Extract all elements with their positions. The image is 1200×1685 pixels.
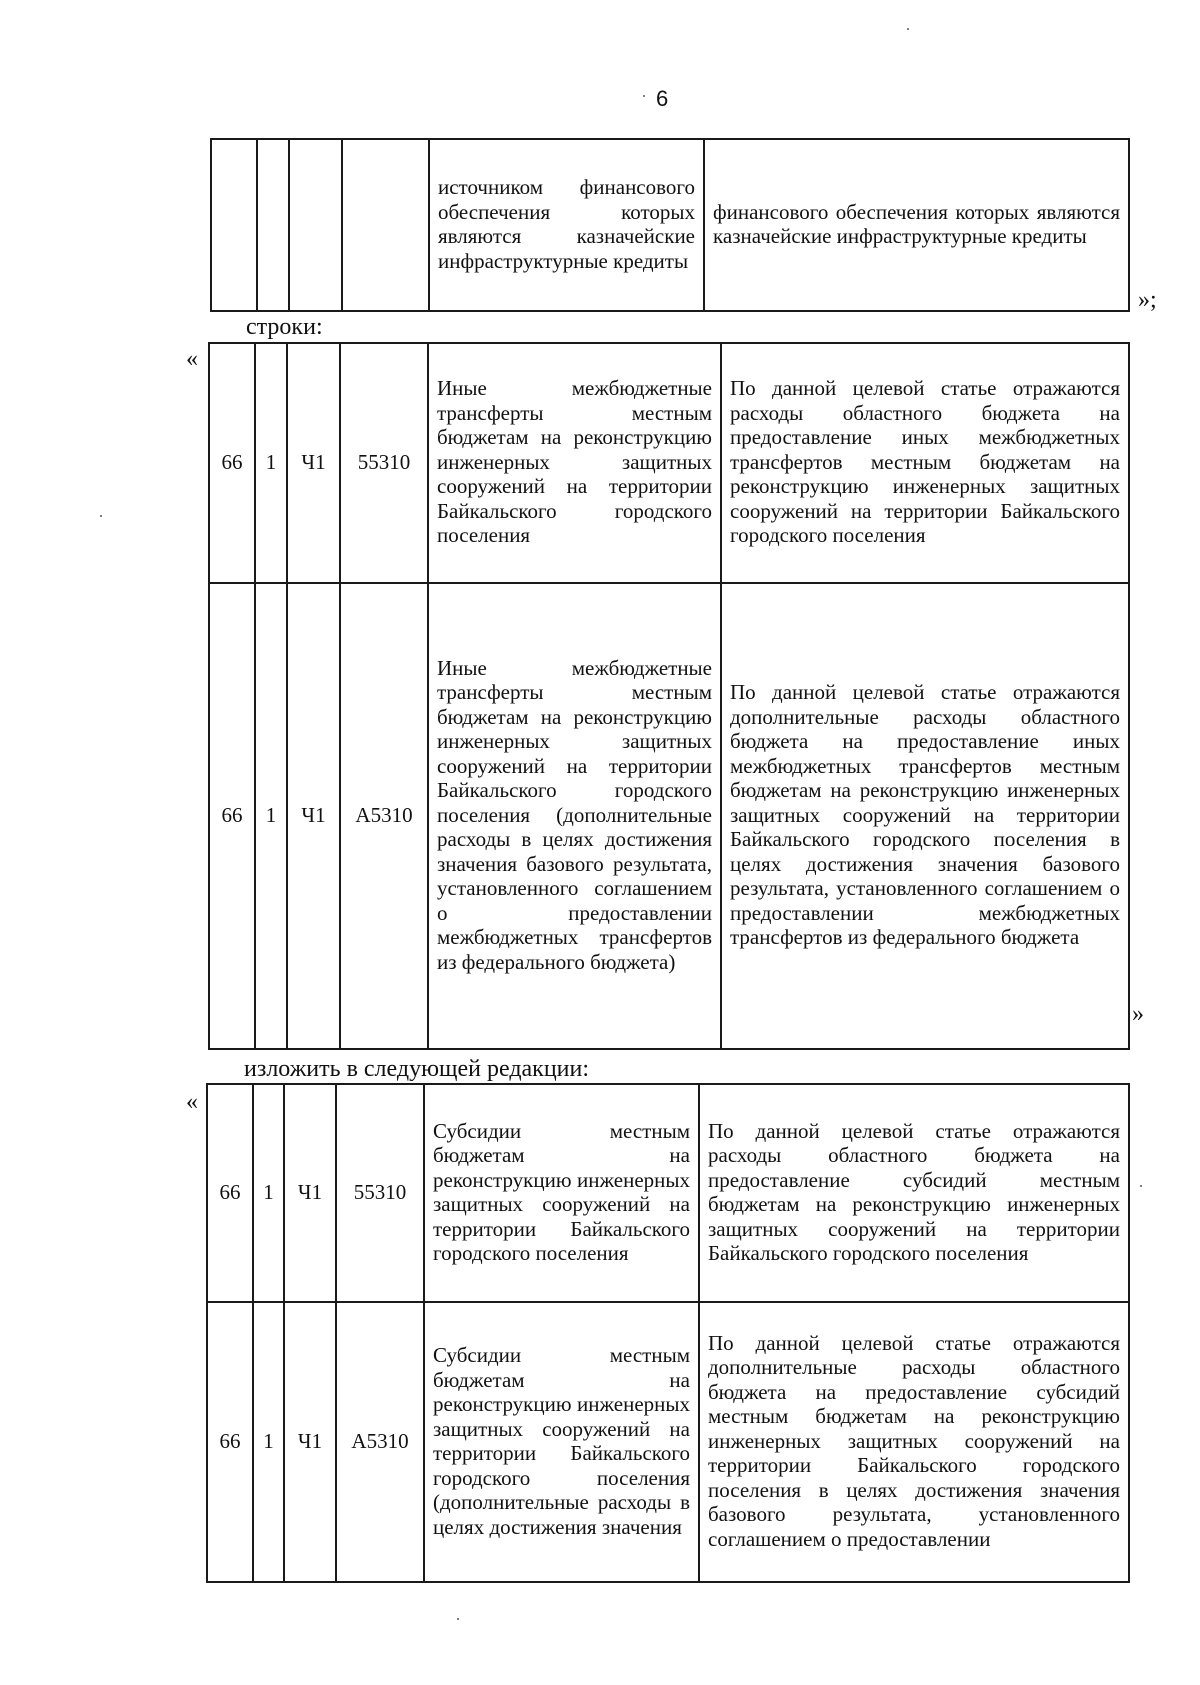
code-cell: Ч1 bbox=[284, 1084, 336, 1302]
code-cell: 55310 bbox=[336, 1084, 424, 1302]
table-row bbox=[207, 1084, 1129, 1302]
scan-speck bbox=[907, 28, 909, 30]
item-name-cell: Иные межбюджетные трансферты местным бюджетам на реконструкцию инженерных защитных сооружений на территории Байкальского городского поселения bbox=[428, 343, 721, 583]
label-rows: строки: bbox=[246, 314, 323, 340]
code-cell: 1 bbox=[253, 1084, 284, 1302]
item-description-cell: По данной целевой статье отражаются расходы областного бюджета на предоставление субсидий местным бюджетам на реконструкцию инженерных защитных сооружений на территории Байкальского городского поселения bbox=[699, 1084, 1129, 1302]
code-cell bbox=[257, 139, 289, 311]
opening-quote: « bbox=[186, 346, 198, 372]
table-row bbox=[209, 583, 1129, 1049]
opening-quote: « bbox=[186, 1089, 198, 1115]
scan-speck bbox=[643, 95, 645, 97]
code-cell: 1 bbox=[255, 583, 287, 1049]
item-name-cell: Субсидии местным бюджетам на реконструкцию инженерных защитных сооружений на территории Байкальского городского поселения (дополнительные расходы в целях достижения значения bbox=[424, 1302, 699, 1582]
item-description-cell: финансового обеспечения которых являются казначейские инфраструктурные кредиты bbox=[704, 139, 1129, 311]
code-cell bbox=[211, 139, 257, 311]
table-row bbox=[211, 139, 1129, 311]
code-cell: Ч1 bbox=[287, 583, 340, 1049]
scan-speck bbox=[100, 515, 102, 517]
code-cell: 66 bbox=[207, 1302, 253, 1582]
scan-speck bbox=[457, 1618, 459, 1620]
item-description-cell: По данной целевой статье отражаются расходы областного бюджета на предоставление иных межбюджетных трансфертов местным бюджетам на реконструкцию инженерных защитных сооружений на территории Байкальского городского поселения bbox=[721, 343, 1129, 583]
item-description-cell: По данной целевой статье отражаются дополнительные расходы областного бюджета на предоставление иных межбюджетных трансфертов местным бюджетам на реконструкцию инженерных защитных сооружений на территории Байкальского городского поселения в целях достижения значения базового результата, установленного соглашением о предоставлении межбюджетных трансфертов из федерального бюджета bbox=[721, 583, 1129, 1049]
table-row bbox=[207, 1302, 1129, 1582]
old-rows-table bbox=[208, 342, 1130, 1050]
new-edition-table bbox=[206, 1083, 1130, 1583]
code-cell: А5310 bbox=[340, 583, 428, 1049]
code-cell: Ч1 bbox=[284, 1302, 336, 1582]
closing-quote: » bbox=[1132, 1001, 1144, 1027]
code-cell: 1 bbox=[253, 1302, 284, 1582]
code-cell: 66 bbox=[207, 1084, 253, 1302]
code-cell bbox=[289, 139, 342, 311]
code-cell: Ч1 bbox=[287, 343, 340, 583]
top-table bbox=[210, 138, 1130, 312]
item-description-cell: По данной целевой статье отражаются дополнительные расходы областного бюджета на предоставление субсидий местным бюджетам на реконструкцию инженерных защитных сооружений на территории Байкальского городского поселения в целях достижения значения базового результата, установленного соглашением о предоставлении bbox=[699, 1302, 1129, 1582]
code-cell: 1 bbox=[255, 343, 287, 583]
closing-quote: »; bbox=[1138, 287, 1157, 313]
code-cell: А5310 bbox=[336, 1302, 424, 1582]
item-name-cell: Субсидии местным бюджетам на реконструкцию инженерных защитных сооружений на территории Байкальского городского поселения bbox=[424, 1084, 699, 1302]
item-name-cell: источником финансового обеспечения которых являются казначейские инфраструктурные кредиты bbox=[429, 139, 704, 311]
table-row bbox=[209, 343, 1129, 583]
code-cell: 55310 bbox=[340, 343, 428, 583]
label-new-edition: изложить в следующей редакции: bbox=[244, 1056, 590, 1082]
code-cell: 66 bbox=[209, 583, 255, 1049]
scan-speck bbox=[1140, 1185, 1142, 1187]
item-name-cell: Иные межбюджетные трансферты местным бюджетам на реконструкцию инженерных защитных сооружений на территории Байкальского городского поселения (дополнительные расходы в целях достижения значения базового результата, установленного соглашением о предоставлении межбюджетных трансфертов из федерального бюджета) bbox=[428, 583, 721, 1049]
page-number: 6 bbox=[656, 86, 669, 111]
code-cell bbox=[342, 139, 429, 311]
code-cell: 66 bbox=[209, 343, 255, 583]
